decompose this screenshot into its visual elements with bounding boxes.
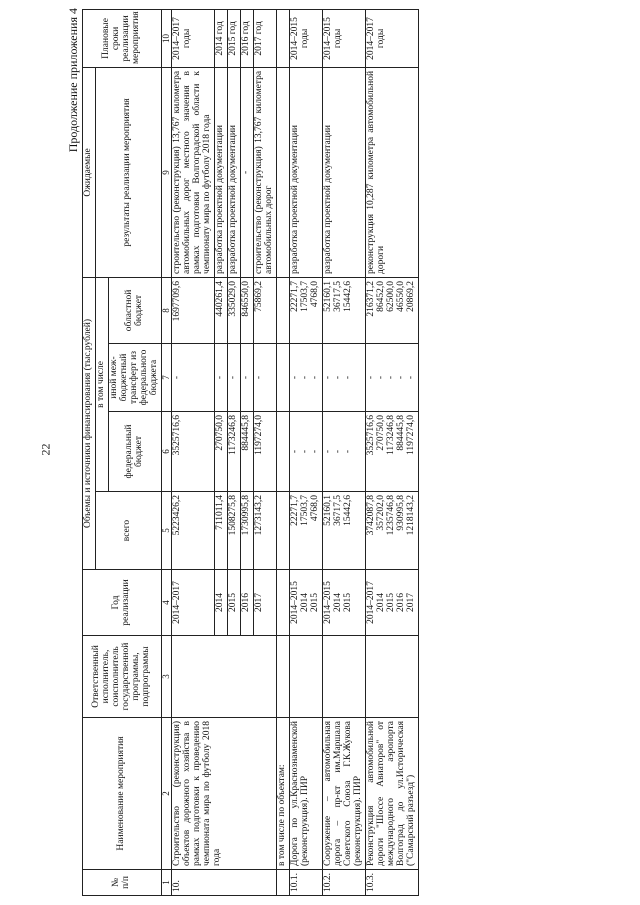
header-num: № п/п (83, 870, 162, 896)
header-year: Год реализации (83, 570, 162, 636)
header-regional: областной бюджет (108, 277, 161, 343)
header-term: Плановые сроки реализации мероприятия (83, 9, 162, 67)
table-row: 10. Строительство (реконструкция) объектов дорожного хозяйства в рамках подготовки к проведению чемпионата мира по футболу 2018 года 2014–2017 5223426,2 3525716,6 - 1697709,6 строительство (реконструкция) 13,767 километра автомобильных дорог местного значения в рамках подготовки Волгоградской области к чемпионату мира по футболу 2018 года 2014–2017 годы (172, 9, 215, 895)
header-name: Наименование мероприятия (83, 718, 162, 870)
header-expected: Ожидаемые (83, 67, 96, 277)
rotated-page (64, 6, 624, 896)
table-row (276, 9, 289, 895)
objects-subheading: в том числе по объектам: (276, 718, 289, 870)
table-row: 2017 1273143,2 1197274,0 - 75869,2 строительство (реконструкция) 13,767 километра автомобильных дорог 2017 год (254, 9, 277, 895)
table-row: 2015 1508275,8 1173246,8 - 335029,0 разработка проектной документации 2015 год (228, 9, 241, 895)
table-header (83, 9, 172, 895)
measure-name: Строительство (реконструкция) объектов дорожного хозяйства в рамках подготовки к проведению чемпионата мира по футболу 2018 года (172, 718, 277, 870)
header-total: всего (95, 492, 161, 570)
measure-name: Дорога по ул.Краснознаменской (реконструкция). ПИР (289, 718, 322, 870)
header-transfer: иной меж-бюджетный трансферт из федерального бюджета (108, 344, 161, 412)
page-number: 22 (38, 443, 53, 456)
header-federal: федеральный бюджет (108, 412, 161, 492)
table-row: 2014 711011,4 270750,0 - 440261,4 разработка проектной документации 2014 год (215, 9, 228, 895)
measure-name: Реконструкция автомобильной дороги "Шоссе Авиаторов" от международного аэропорта Волгоград до ул.Историческая ("Самарский разъезд") (365, 718, 418, 870)
appendix-caption: Продолжение приложения 4 (66, 8, 80, 153)
header-executor: Ответственный исполнитель, соисполнитель государственной программы, подпрограммы (83, 636, 162, 718)
table-row: 10.1. Дорога по ул.Краснознаменской (реконструкция). ПИР 2014–2015 2014 2015 22271,7 17503,7 4768,0 - - - - - - 22271,7 17503,7 4768,0 разработка проектной документации 2014–2015 годы (289, 9, 322, 895)
measure-name: Сооружение – автомобильная дорога – пр-кт им.Маршала Советского Союза Г.К.Жукова (реконструкция). ПИР (322, 718, 365, 870)
header-financing: Объемы и источники финансирования (тыс.рублей) (83, 277, 96, 569)
header-results: результаты реализации мероприятия (95, 67, 161, 277)
header-including: в том числе (95, 277, 108, 491)
column-index-row: 1 2 3 4 5 6 7 8 9 10 (161, 9, 171, 895)
table-row: 10.3. Реконструкция автомобильной дороги "Шоссе Авиаторов" от международного аэропорта Волгоград до ул.Историческая ("Самарский разъезд") 2014–2017 2014 2015 2016 2017 3742087,8 357202,0 1235746,8 930995,8 1218143,2 3525716,6 270750,0 1173246,8 884445,8 1197274,0 - - - - - 216371,2 86452,0 62500,0 46550,0 20869,2 реконструкция 10,287 километра автомобильной дороги 2014–2017 годы (365, 9, 418, 895)
measures-table (82, 9, 419, 896)
table-row: 2016 1730995,8 884445,8 - 846550,0 - 2016 год (241, 9, 254, 895)
executor-cell (172, 636, 277, 718)
table-row: 10.2. Сооружение – автомобильная дорога – пр-кт им.Маршала Советского Союза Г.К.Жукова (реконструкция). ПИР 2014–2015 2014 2015 52160,1 36717,5 15442,6 - - - - - - 52160,1 36717,5 15442,6 разработка проектной документации 2014–2015 годы (322, 9, 365, 895)
